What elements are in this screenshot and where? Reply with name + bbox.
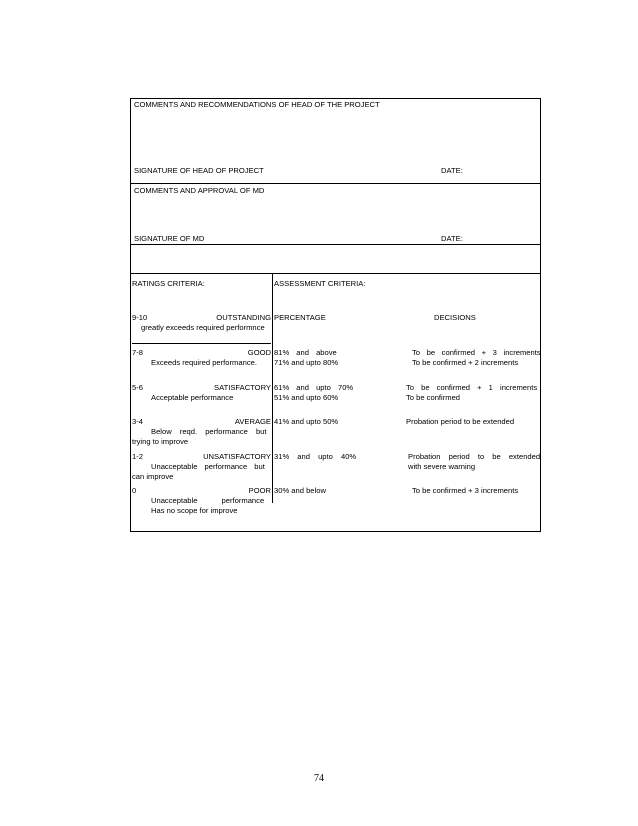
percentage-value: 81% and above [274,348,337,357]
rating-description: Below reqd. performance but [151,427,267,436]
percentage-value: 71% and upto 80% [274,358,339,367]
divider [131,244,540,245]
rating-description: Acceptable performance [151,393,234,402]
appraisal-form [130,98,541,532]
rating-description: can improve [132,472,174,481]
rating-row [132,383,271,393]
rating-grade: UNSATISFACTORY [203,452,271,461]
rating-range: 1-2 [132,452,143,461]
ratings-criteria-header: RATINGS CRITERIA: [132,279,205,288]
rating-description: trying to improve [132,437,189,446]
column-divider [272,273,273,503]
rating-description: Unacceptable performance [151,496,265,505]
rating-grade: POOR [248,486,271,495]
rating-grade: GOOD [247,348,271,357]
rating-row [132,348,271,358]
percentage-value: 51% and upto 60% [274,393,339,402]
decision-value: Probation period to be extended [408,452,541,461]
head-signature-label: SIGNATURE OF HEAD OF PROJECT [134,166,264,175]
percentage-header: PERCENTAGE [274,313,326,322]
rating-range: 5-6 [132,383,143,392]
percentage-value: 41% and upto 50% [274,417,339,426]
md-signature-label: SIGNATURE OF MD [134,234,205,243]
rating-grade: SATISFACTORY [214,383,271,392]
decision-value: To be confirmed + 2 increments [412,358,519,367]
percentage-value: 30% and below [274,486,326,495]
rating-range: 0 [132,486,137,495]
divider [131,183,540,184]
rating-row [132,417,271,427]
rating-description: Exceeds required performance. [151,358,257,367]
rating-description: greatly exceeds required performnce [141,323,265,332]
rating-grade: OUTSTANDING [216,313,271,322]
rating-description: Has no scope for improve [151,506,238,515]
decision-value: with severe warning [408,462,476,471]
rating-row [132,313,271,323]
page-number: 74 [314,773,324,784]
rating-grade: AVERAGE [234,417,271,426]
assessment-criteria-header: ASSESSMENT CRITERIA: [274,279,366,288]
decisions-header: DECISIONS [434,313,476,322]
head-comments-label: COMMENTS AND RECOMMENDATIONS OF HEAD OF THE PROJECT [134,100,380,109]
rating-description: Unacceptable performance but [151,462,265,471]
percentage-value: 31% and upto 40% [274,452,357,461]
decision-value: Probation period to be extended [406,417,515,426]
md-date-label: DATE: [441,234,463,243]
rating-range: 7-8 [132,348,143,357]
md-comments-label: COMMENTS AND APPROVAL OF MD [134,186,265,195]
head-date-label: DATE: [441,166,463,175]
decision-value: To be confirmed + 3 increments [412,348,541,357]
rating-range: 3-4 [132,417,143,426]
decision-value: To be confirmed [406,393,461,402]
decision-value: To be confirmed + 1 increments [406,383,538,392]
rating-row [132,486,271,496]
divider [131,273,540,274]
row-separator [132,343,271,344]
rating-row [132,452,271,462]
decision-value: To be confirmed + 3 increments [412,486,519,495]
percentage-value: 61% and upto 70% [274,383,354,392]
rating-range: 9-10 [132,313,148,322]
